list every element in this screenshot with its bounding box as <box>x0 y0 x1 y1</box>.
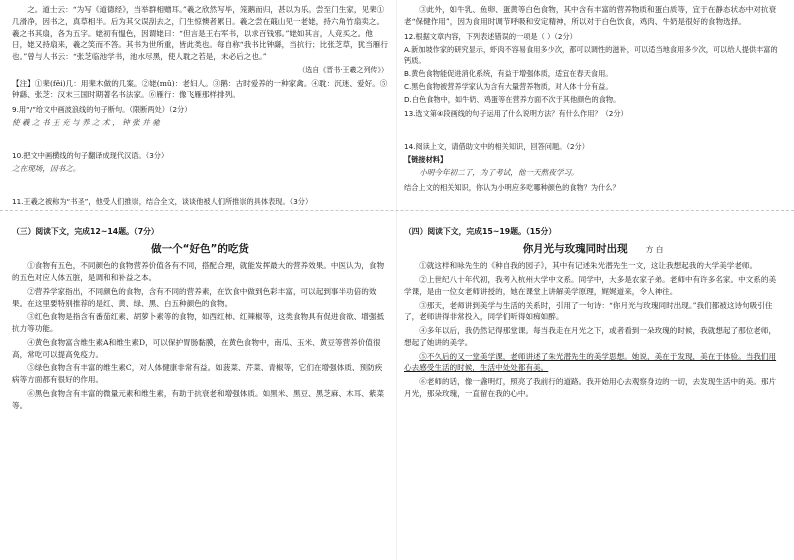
paragraph-3: ③那天，老师讲到美学与生活的关系时，引用了一句诗：“你月光与玫瑰同时出现。”我们都被这诗句吸引住了，老师讲得非常投入，同学们听得如痴如醉。 <box>404 300 773 322</box>
section-4-heading: （四）阅读下文，完成15~19题。（15分） <box>404 227 557 236</box>
author-name: 方 白 <box>645 245 664 255</box>
question-9: 9.用“/”给文中画波浪线的句子断句。（限断两处）（2分） <box>12 105 192 115</box>
option-b[interactable]: B.黄色食物能促进消化系统，有益于增强体质，适宜在春天食用。 <box>404 69 613 78</box>
paragraph-5: ⑤不久后的又一堂美学课，老师讲述了朱光潜先生的美学思想。她说，美在于发现，美在于体验。当我们用心去感受生活的时候，生活中处处都有美。 <box>404 351 777 373</box>
section-divider <box>0 210 794 211</box>
answer-space-13[interactable] <box>404 122 782 138</box>
paragraph-4: ④多年以后，我仍然记得那堂课。每当我走在月光之下，或者看到一朵玫瑰的时候，我就想起了那位老师，想起了她讲的美学。 <box>404 326 777 347</box>
question-11: 11.王羲之被称为“书圣”，他受人们推崇，结合全文，谈谈他被人们所推崇的具体表现。（3分） <box>12 197 313 207</box>
reading-section-3 <box>12 226 388 414</box>
reading-section-4 <box>404 226 782 402</box>
link-material-heading: 【链接材料】 <box>404 154 448 164</box>
section-3-heading: （三）阅读下文，完成12~14题。（7分） <box>12 227 159 236</box>
question-10-sentence: 之在现场，因书之。 <box>12 164 81 174</box>
column-divider <box>396 0 397 560</box>
paragraph-1: ①就这样和咏先生的《种自我的园子》，其中有记述朱光潜先生一文，这让我想起我的大学美学老师。 <box>419 261 758 271</box>
option-a[interactable]: A.新加坡作家的研究显示，虾肉不容易食用多少次，都可以调性的滋补，可以适当地食用多少次，可以给人提供丰富的钙质。 <box>404 44 778 65</box>
paragraph-2: ②上世纪八十年代初，我考入杭州大学中文系。同学中，大多是农家子弟。老师中有许多名家。中文系的美学课，是由一位女老师讲授的，她在课堂上讲解美学原理，娓娓道来，令人神往。 <box>404 275 777 296</box>
question-9-sentence: 使 羲 之 书 王 充 与 养 之 术 ， 钟 张 并 驰 <box>12 118 160 128</box>
passage-source: （选自《晋书·王羲之列传》） <box>298 65 388 74</box>
option-c[interactable]: C.黑色食物被营养学家认为含有大量营养物质，对人体十分有益。 <box>404 82 613 92</box>
question-12: 12.根据文章内容，下列表述错误的一项是（ ）（2分） <box>404 31 577 41</box>
classical-passage: 之。道士云：“为写《道德经》，当举群相赠耳。”羲之欣然写毕，笼鹅而归，甚以为乐。尝至门生家，见棐①几滑净，因书之，真草相半。后为其父误刮去之，门生惊懊者累日。羲之尝在蕺山见一老姥，持六角竹扇卖之。羲之书其扇，各为五字。姥初有愠色，因谓姥曰：“但言是王右军书，以求百钱邪。”姥如其言，人竞买之。他日，姥又持扇来，羲之笑而不答。其书为世所重，皆此类也。每自称“我书比钟繇，当抗行；比张芝草，犹当雁行也。”曾与人书云：“张芝临池学书，池水尽黑，使人耽之若是，未必后之也。” <box>12 5 388 62</box>
link-material-text: 小明今年初二了，为了考试，他一天熬夜学习。 <box>419 167 579 177</box>
reading-questions-section <box>404 4 782 195</box>
classical-chinese-section <box>12 4 388 209</box>
answer-space-10[interactable] <box>12 177 388 193</box>
option-d[interactable]: D.白色食物中，如牛奶、鸡蛋等在营养方面不次于其他颜色的食物。 <box>404 95 621 105</box>
paragraph-4: ④黄色食物富含维生素A和维生素D，可以保护胃肠黏膜，在黄色食物中，南瓜、玉米、黄豆等营养价值很高，常吃可以提高免疫力。 <box>12 337 381 359</box>
article-title <box>404 241 782 257</box>
article-title: 做一个“好色”的吃货 <box>151 243 249 256</box>
passage-continued: ③此外，如牛乳、鱼卵、蛋黄等白色食物，其中含有丰富的营养物质和蛋白质等，宜于在静态状态中对抗衰老“保健作用”，因为食用时调节呼吸和安定精神，所以对于白色饮食，鸡肉、牛奶是很好的食物选择。 <box>404 5 777 26</box>
question-14-prompt: 结合上文的相关知识，你认为小明应多吃哪种颜色的食物？为什么？ <box>404 182 620 192</box>
title-text: 你月光与玫瑰同时出现 <box>522 243 628 256</box>
answer-space-9[interactable] <box>12 131 388 147</box>
paragraph-6: ⑥老师的话，像一盏明灯，照亮了我前行的道路。我开始用心去观察身边的一切，去发现生活中的美。那片月光，那朵玫瑰，一直留在我的心中。 <box>404 377 777 398</box>
paragraph-5: ⑤绿色食物含有丰富的维生素C，对人体健康非常有益。如菠菜、芹菜、青椒等，它们在增强体质、预防疾病等方面都有很好的作用。 <box>12 363 383 385</box>
question-13: 13.选文第④段画线的句子运用了什么说明方法？有什么作用？（2分） <box>404 109 628 119</box>
annotation-note: 【注】①棐(fěi)几：用棐木做的几案。②姥(mǔ)：老妇人。③鹅：古时爱养的一种家禽。④耽：沉迷、爱好。⑤钟繇、张芝：汉末三国时期著名书法家。⑥雁行：像飞雁那样排列。 <box>12 78 388 100</box>
paragraph-6: ⑥黑色食物含有丰富的微量元素和维生素，有助于抗衰老和增强体质。如黑米、黑豆、黑芝麻、木耳、紫菜等。 <box>12 389 385 410</box>
paragraph-1: ①食物有五色，不同颜色的食物营养价值各有不同，搭配合理，就能发挥最大的营养效果。中医认为，食物的五色对应人体五脏，是调和和补益之本。 <box>12 261 385 283</box>
paragraph-3: ③红色食物是指含有番茄红素、胡萝卜素等的食物，如西红柿、红辣椒等，这类食物具有促进食欲、增强抵抗力等功能。 <box>12 312 385 334</box>
question-10: 10.把文中画横线的句子翻译成现代汉语。（3分） <box>12 151 169 161</box>
question-14: 14.阅读上文，请借助文中的相关知识，回答问题。（2分） <box>404 141 589 151</box>
paragraph-2: ②营养学家指出，不同颜色的食物，含有不同的营养素，在饮食中做到色彩丰富，可以起到事半功倍的效果。在这里要特别推荐的是红、黄、绿、黑、白五种颜色的食物。 <box>12 286 377 308</box>
